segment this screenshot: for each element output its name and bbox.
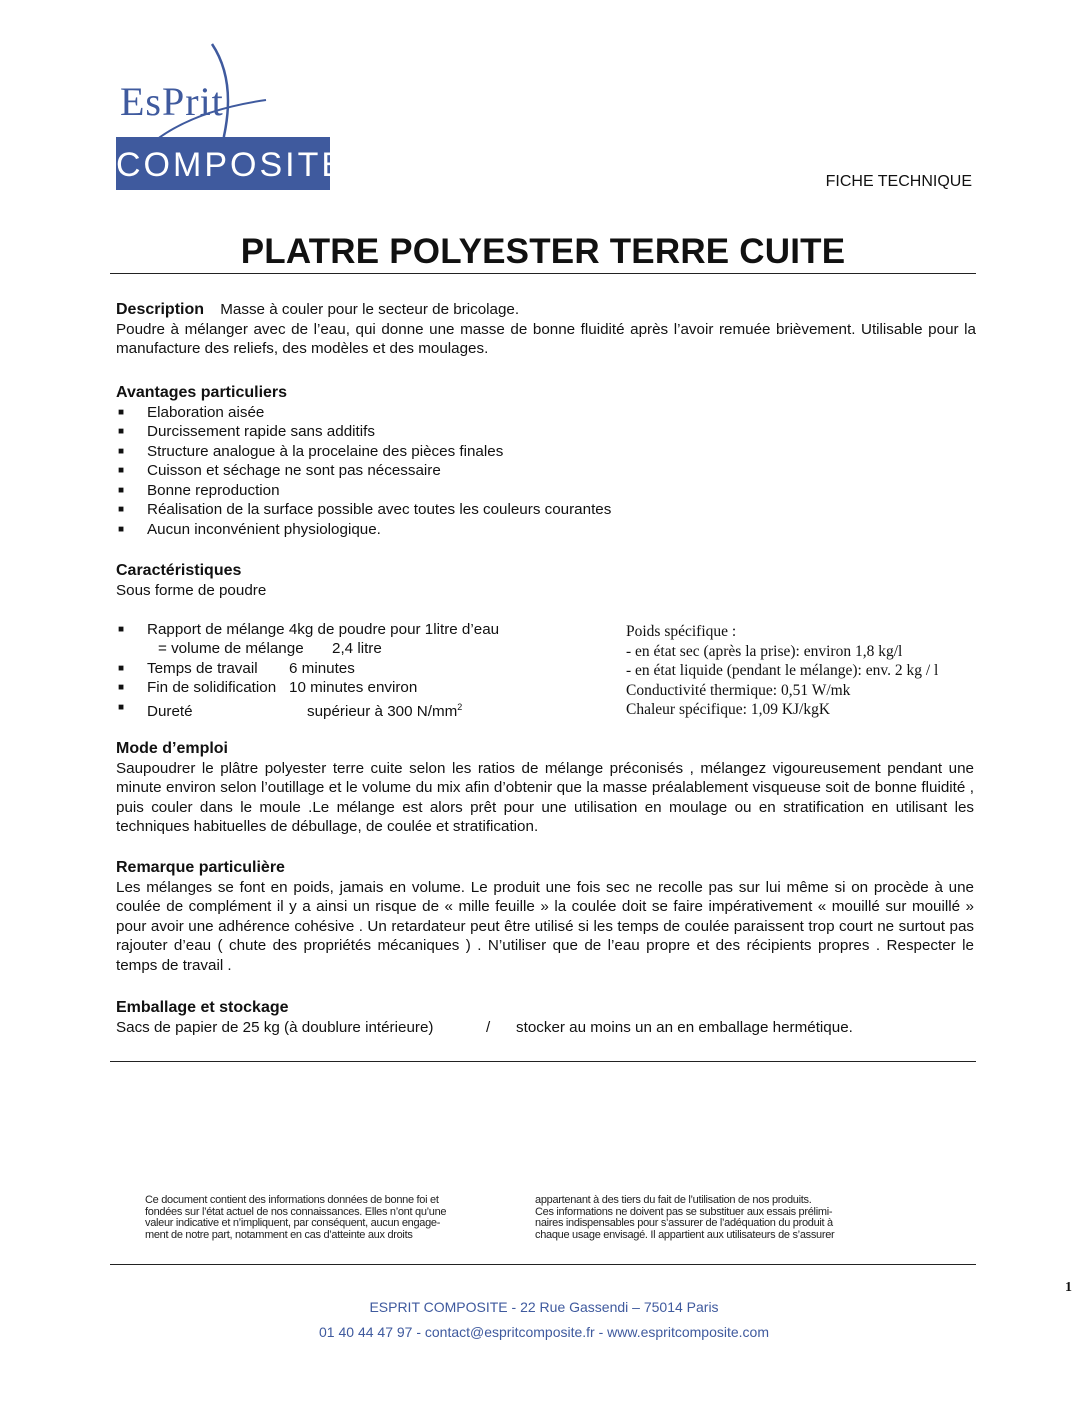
list-item: ■ Fin de solidification 10 minutes environ [118, 679, 418, 696]
footer-address: ESPRIT COMPOSITE - 22 Rue Gassendi – 75014 Paris [369, 1299, 719, 1315]
property-line: - en état liquide (pendant le mélange): env. 2 kg / l [626, 662, 939, 680]
bullet-icon: ■ [118, 662, 125, 674]
bullet-icon: ■ [118, 426, 125, 437]
description-section [116, 300, 976, 359]
list-item: ■ Aucun inconvénient physiologique. [118, 520, 381, 538]
bullet-icon: ■ [118, 701, 125, 713]
list-item: ■ Rapport de mélange 4kg de poudre pour 1litre d’eau [118, 620, 500, 638]
list-item: ■ Bonne reproduction [118, 481, 280, 499]
legal-notice-col2: appartenant à des tiers du fait de l’utilisation de nos produits. Ces informations ne doivent pas se substituer aux essais prélimi- naires indispensables pour s’assurer de l’adéquation du produit à chaque usage envisagé. Il appartient aux utilisateurs de s’assurer [535, 1194, 835, 1241]
property-line: - en état sec (après la prise): environ 1,8 kg/l [626, 642, 903, 660]
page-title: PLATRE POLYESTER TERRE CUITE [240, 232, 846, 271]
list-item: ■ Structure analogue à la procelaine des pièces finales [118, 442, 504, 460]
durete-exponent: 2 [457, 701, 463, 712]
footer-divider [110, 1264, 976, 1265]
description-lead: Masse à couler pour le secteur de bricolage. [220, 301, 520, 318]
bullet-icon: ■ [118, 523, 125, 535]
bullet-icon: ■ [118, 504, 125, 515]
logo-top-text: EsPrit [120, 79, 224, 124]
bullet-icon: ■ [118, 465, 125, 476]
avantages-section [116, 383, 974, 539]
list-item: ■ Cuisson et séchage ne sont pas nécessaire [118, 462, 441, 479]
list-item: ■ Réalisation de la surface possible avec toutes les couleurs courantes [118, 501, 612, 518]
emballage-separator: / [486, 1018, 491, 1036]
volume-line: = volume de mélange 2,4 litre [158, 640, 382, 657]
caracteristiques-intro: Sous forme de poudre [116, 581, 267, 599]
mode-emploi-section [116, 739, 974, 837]
remarque-text: Les mélanges se font en poids, jamais en volume. Le produit une fois sec ne recolle pas sur lui même si on procède à une coulée de complément il y a ainsi un risque de « mille feuille » la coulée doit se faire impérativement « mouillé sur mouillé » pour avoir une adhérence cohésive . Un retardateur peut être utilisé si les temps de coulée paraissent trop court ne surtout pas rajouter d’eau ( chute des propriétés mécaniques ) . N’utiliser que de l’eau propre et des récipients propres . Respecter le temps de travail . [116, 878, 974, 974]
mode-emploi-heading: Mode d’emploi [116, 740, 228, 757]
avantages-list [116, 403, 974, 540]
list-item: ■ Temps de travail 6 minutes [118, 659, 355, 677]
remarque-section [116, 858, 974, 975]
document-type: FICHE TECHNIQUE [825, 173, 972, 190]
company-logo [116, 40, 348, 190]
property-line: Conductivité thermique: 0,51 W/mk [626, 681, 851, 699]
caracteristiques-heading: Caractéristiques [116, 562, 242, 579]
bullet-icon: ■ [118, 445, 125, 457]
remarque-heading: Remarque particulière [116, 859, 285, 876]
property-line: Poids spécifique : [626, 623, 737, 640]
emballage-heading: Emballage et stockage [116, 999, 289, 1016]
legal-notice-col1: Ce document contient des informations données de bonne foi et fondées sur l’état actuel de nos connaissances. Elles n’ont qu’une valeur indicative et n’impliquent, par conséquent, aucun engage- ment de notre part, notamment en cas d’atteinte aux droits [145, 1194, 447, 1241]
description-heading: Description [116, 301, 205, 318]
physical-properties [626, 622, 938, 720]
logo-bottom-text: COMPOSITE [116, 146, 348, 184]
bullet-icon: ■ [118, 623, 125, 635]
list-item: ■ Dureté supérieur à 300 $N/mm^2$ [116, 698, 974, 718]
emballage-left: Sacs de papier de 25 kg (à doublure intérieure) [116, 1018, 434, 1036]
avantages-heading: Avantages particuliers [116, 384, 288, 401]
list-item: ■ Durcissement rapide sans additifs [118, 423, 375, 440]
title-divider [110, 273, 976, 274]
emballage-right: stocker au moins un an en emballage hermétique. [516, 1018, 853, 1036]
bullet-icon: ■ [118, 682, 125, 693]
page-number: 1 [1065, 1280, 1072, 1295]
bullet-icon: ■ [118, 484, 125, 496]
property-line: Chaleur spécifique: 1,09 KJ/kgK [626, 701, 831, 719]
footer-contact: 01 40 44 47 97 - contact@espritcomposite.fr - www.espritcomposite.com [319, 1324, 769, 1340]
mode-emploi-text: Saupoudrer le plâtre polyester terre cuite selon les ratios de mélange préconisés , mélangez vigoureusement pendant une minute environ selon l’outillage et le volume du mix afin d’obtenir que la masse préalablement visqueuse soit de bonne fluidité , puis couler dans le moule .Le mélange est alors prêt pour une utilisation en moulage ou en stratification en utilisant les techniques habituelles de débullage, de coulée et stratification. [116, 759, 974, 835]
bullet-icon: ■ [118, 406, 125, 418]
description-text: Poudre à mélanger avec de l’eau, qui donne une masse de bonne fluidité après l’avoir remuée brièvement. Utilisable pour la manufacture des reliefs, des modèles et des moulages. [116, 320, 976, 357]
content-divider [110, 1061, 976, 1062]
emballage-section [116, 998, 974, 1037]
list-item: ■ Elaboration aisée [118, 403, 265, 421]
